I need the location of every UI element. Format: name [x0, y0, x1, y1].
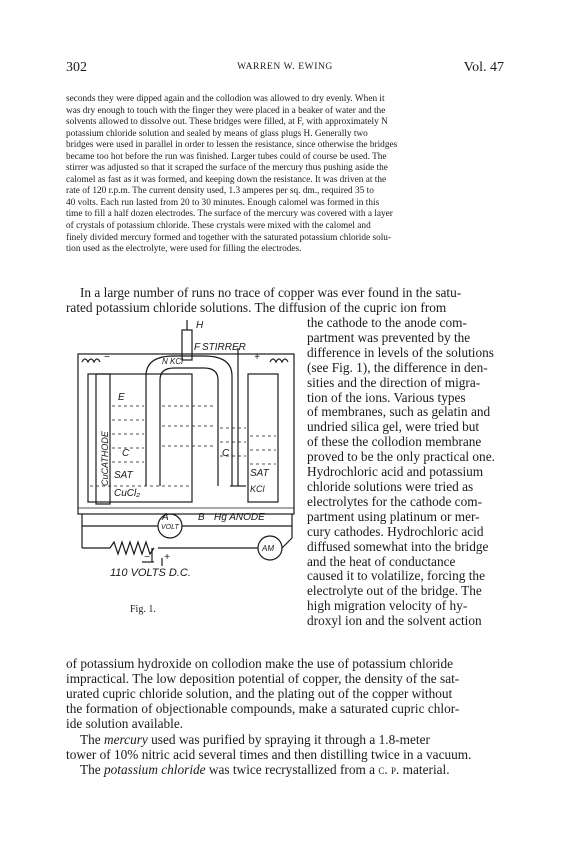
- label-f: F: [194, 342, 201, 353]
- label-sat-left: SAT: [114, 470, 133, 481]
- paragraph-copper-diffusion: [66, 286, 504, 316]
- text-line: tion used as the electrolyte, were used for filling the electrodes.: [66, 244, 302, 255]
- text-line: impractical. The low deposition potential of copper, the density of the sat-: [66, 670, 460, 686]
- text-line: the formation of objectionable compounds, make a saturated cupric chlor-: [66, 700, 460, 716]
- label-c-right: C: [222, 448, 230, 459]
- coil-left: [82, 359, 100, 362]
- label-cathode: CuCATHODE: [100, 431, 110, 486]
- text-line: partment was prevented by the: [307, 329, 471, 345]
- text-line: and the heat of conductance: [307, 553, 456, 569]
- text-line: In a large number of runs no trace of copper was ever found in the satu-: [80, 285, 462, 300]
- text-line: stirrer was adjusted so that it scraped the surface of the mercury thus pushing aside the: [66, 163, 388, 174]
- label-plus-top: +: [254, 352, 260, 363]
- text-line: rate of 120 r.p.m. The current density used, 1.3 amperes per sq. dm., required 35 to: [66, 186, 374, 197]
- salt-bridge-inner: [160, 368, 218, 486]
- text-span: was twice recrystallized from a: [205, 761, 379, 777]
- text-line: became too hot before the run was finished. Larger tubes could of course be used. The: [66, 151, 387, 162]
- text-line: seconds they were dipped again and the collodion was allowed to dry evenly. When it: [66, 94, 385, 104]
- label-supply: 110 VOLTS D.C.: [110, 567, 191, 578]
- text-line: time to fill a half dozen electrodes. The surface of the mercury was covered with a layer: [66, 209, 393, 220]
- text-line: finely divided mercury formed and together with the saturated potassium chloride solu-: [66, 232, 392, 243]
- text-line: high migration velocity of hy-: [307, 598, 468, 614]
- text-line: tion of the ions. Various types: [307, 389, 466, 405]
- label-minus-battery: −: [144, 552, 150, 563]
- text-span: material.: [399, 761, 450, 777]
- text-line: of potassium hydroxide on collodion make the use of potassium chloride: [66, 656, 454, 671]
- text-line: partment using platinum or mer-: [307, 508, 480, 524]
- italic-term: mercury: [104, 732, 148, 747]
- small-paragraph: [66, 94, 504, 256]
- text-line: urated cupric chloride solution, and the plating out of the copper without: [66, 685, 453, 701]
- label-h: H: [196, 320, 204, 331]
- text-line: electrolytes for the cathode com-: [307, 493, 482, 509]
- small-caps-term: c. p.: [378, 761, 400, 777]
- label-kcl: KCl: [250, 484, 265, 494]
- volume-label: Vol. 47: [463, 60, 504, 75]
- wire-am-right: [282, 538, 292, 548]
- text-line: solvents allowed to dissolve out. These bridges were filled, at F, with approximately N: [66, 117, 388, 128]
- text-span: used was purified by spraying it through a 1.8-meter: [147, 732, 430, 747]
- text-line: calomel as fast as it was formed, and keeping down the resistance. It was driven at the: [66, 174, 387, 185]
- page-header: [66, 60, 504, 76]
- text-line: potassium chloride solution and sealed by means of glass plugs H. Generally two: [66, 128, 368, 139]
- text-line: undried silica gel, were tried but: [307, 419, 480, 435]
- text-line: ide solution available.: [66, 715, 184, 731]
- figure-caption: Fig. 1.: [130, 604, 156, 615]
- coil-right: [270, 359, 288, 362]
- label-b: B: [198, 512, 205, 523]
- label-sat-right: SAT: [250, 468, 269, 479]
- label-volt: VOLT: [161, 524, 179, 531]
- salt-bridge-outer: [146, 356, 232, 486]
- text-line: droxyl ion and the solvent action: [307, 613, 482, 629]
- text-line: electrolyte out of the bridge. The: [307, 583, 482, 599]
- text-line: was dry enough to touch with the finger they were placed in a beaker of water and the: [66, 105, 386, 116]
- text-line: sities and the direction of migra-: [307, 374, 481, 390]
- text-line: chloride solutions were tried as: [307, 478, 474, 494]
- label-e: E: [118, 392, 125, 403]
- label-nkcl: N KCl: [162, 357, 183, 366]
- page-number: 302: [66, 60, 87, 75]
- mercury-line: [66, 733, 504, 748]
- label-a: A: [162, 512, 169, 523]
- text-line: proved to be the only practical one.: [307, 449, 495, 465]
- text-line: caused it to volatilize, forcing the: [307, 568, 485, 584]
- text-line: Hydrochloric acid and potassium: [307, 464, 484, 480]
- apparatus-figure: [70, 316, 305, 578]
- label-c-left: C: [122, 448, 130, 459]
- label-minus-top: −: [104, 352, 110, 363]
- label-am: AM: [262, 544, 274, 553]
- text-line: tower of 10% nitric acid several times and then distilling twice in a vacuum.: [66, 746, 472, 762]
- text-line: rated potassium chloride solutions. The diffusion of the cupric ion from: [66, 299, 447, 315]
- label-plus-battery: +: [164, 552, 170, 563]
- label-cucl2: CuCl₂: [114, 488, 141, 499]
- italic-term: potassium chloride: [104, 761, 206, 777]
- text-line: (see Fig. 1), the difference in den-: [307, 359, 488, 375]
- text-line: of membranes, such as gelatin and: [307, 404, 491, 420]
- text-line: of these the collodion membrane: [307, 434, 482, 450]
- text-line: diffused somewhat into the bridge: [307, 538, 489, 554]
- text-line: difference in levels of the solutions: [307, 344, 494, 360]
- paragraph-lower: [66, 657, 504, 732]
- text-span: The: [80, 732, 104, 747]
- running-author: WARREN W. EWING: [237, 62, 333, 72]
- text-line: 40 volts. Each run lasted from 20 to 30 minutes. Enough calomel was formed in this: [66, 197, 380, 208]
- text-span: The: [80, 761, 104, 777]
- anode-compartment: [248, 374, 278, 502]
- kcl-line: [66, 763, 504, 778]
- text-line: cury cathodes. Hydrochloric acid: [307, 523, 484, 539]
- text-line: bridges were used in parallel in order to lessen the resistance, since otherwise the bridges: [66, 140, 398, 151]
- apparatus-diagram: [70, 316, 305, 578]
- paragraph-materials: [66, 733, 504, 778]
- paragraph-right-column: [307, 316, 505, 629]
- text-line: of crystals of potassium chloride. These crystals were mixed with the calomel and: [66, 221, 371, 232]
- text-line: the cathode to the anode com-: [307, 315, 467, 330]
- label-stirrer: STIRRER: [202, 342, 246, 353]
- label-hg-anode: Hg ANODE: [214, 512, 265, 523]
